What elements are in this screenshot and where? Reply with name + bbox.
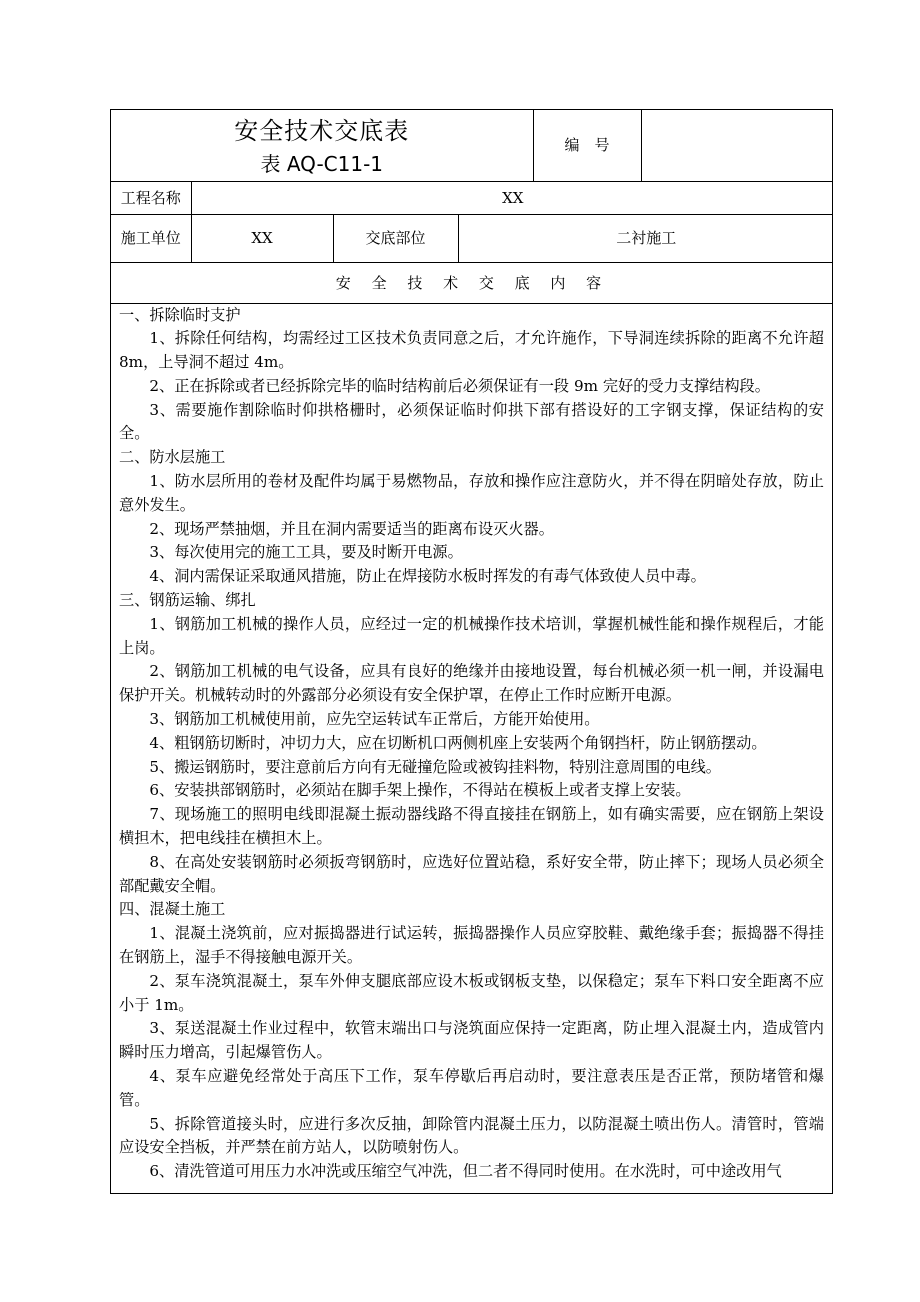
section-item: 4、洞内需保证采取通风措施，防止在焊接防水板时挥发的有毒气体致使人员中毒。: [149, 567, 706, 586]
section-item: 5、拆除管道接头时，应进行多次反抽，卸除管内混凝土压力，以防混凝土喷出伤人。清管时，管端应设安全挡板，并严禁在前方站人，以防喷射伤人。: [119, 1114, 824, 1157]
section-item: 8、在高处安装钢筋时必须扳弯钢筋时，应选好位置站稳，系好安全带，防止摔下；现场人员必须全部配戴安全帽。: [119, 852, 824, 895]
project-name-label: 工程名称: [111, 181, 191, 214]
section-item: 1、钢筋加工机械的操作人员，应经过一定的机械操作技术培训，掌握机械性能和操作规程后，才能上岗。: [119, 614, 824, 657]
content-heading: 安 全 技 术 交 底 内 容: [111, 262, 833, 303]
form-code: 表 AQ-C11-1: [260, 151, 384, 176]
section-title: 四、混凝土施工: [119, 900, 226, 919]
section-item: 2、泵车浇筑混凝土，泵车外伸支腿底部应设木板或钢板支垫，以保稳定；泵车下料口安全距离不应小于 1m。: [119, 971, 824, 1014]
section-item: 5、搬运钢筋时，要注意前后方向有无碰撞危险或被钩挂料物，特别注意周围的电线。: [149, 757, 721, 776]
section-item: 3、钢筋加工机械使用前，应先空运转试车正常后，方能开始使用。: [149, 710, 600, 729]
disclosure-form: [110, 109, 833, 1194]
section-item: 2、正在拆除或者已经拆除完毕的临时结构前后必须保证有一段 9m 完好的受力支撑结构段。: [149, 376, 770, 395]
construction-unit-value: XX: [191, 214, 333, 262]
title-cell: [111, 110, 533, 181]
serial-value: [641, 110, 833, 181]
section-item: 6、清洗管道可用压力水冲洗或压缩空气冲洗，但二者不得同时使用。在水洗时，可中途改用气: [149, 1162, 782, 1181]
serial-label: 编 号: [533, 110, 641, 181]
section-item: 4、粗钢筋切断时，冲切力大，应在切断机口两侧机座上安装两个角钢挡杆，防止钢筋摆动。: [149, 733, 767, 752]
disclosure-content: [111, 304, 832, 1184]
page-title: 安全技术交底表: [234, 116, 410, 145]
section-title: 三、钢筋运输、绑扎: [119, 591, 256, 610]
section-item: 1、拆除任何结构，均需经过工区技术负责同意之后，才允许施作，下导洞连续拆除的距离不允许超 8m，上导洞不超过 4m。: [119, 329, 824, 372]
construction-unit-label: 施工单位: [111, 214, 191, 262]
disclosure-part-value: 二衬施工: [458, 214, 833, 262]
section-item: 4、泵车应避免经常处于高压下工作，泵车停歇后再启动时，要注意表压是否正常，预防堵管和爆管。: [119, 1067, 824, 1109]
section-item: 3、每次使用完的施工工具，要及时断开电源。: [149, 543, 463, 562]
section-title: 一、拆除临时支护: [119, 305, 241, 324]
disclosure-part-label: 交底部位: [333, 214, 458, 262]
section-item: 2、现场严禁抽烟，并且在洞内需要适当的距离布设灭火器。: [149, 519, 554, 538]
section-item: 7、现场施工的照明电线即混凝土振动器线路不得直接挂在钢筋上，如有确实需要，应在钢筋上架设横担木，把电线挂在横担木上。: [119, 805, 824, 848]
section-title: 二、防水层施工: [119, 448, 226, 467]
section-item: 1、防水层所用的卷材及配件均属于易燃物品，存放和操作应注意防火，并不得在阴暗处存放，防止意外发生。: [119, 472, 824, 514]
section-item: 2、钢筋加工机械的电气设备，应具有良好的绝缘并由接地设置，每台机械必须一机一闸，并设漏电保护开关。机械转动时的外露部分必须设有安全保护罩，在停止工作时应断开电源。: [119, 662, 824, 705]
project-name-value: XX: [191, 181, 833, 214]
section-item: 1、混凝土浇筑前，应对振捣器进行试运转，振捣器操作人员应穿胶鞋、戴绝缘手套；振捣器不得挂在钢筋上，湿手不得接触电源开关。: [119, 924, 824, 967]
section-item: 6、安装拱部钢筋时，必须站在脚手架上操作，不得站在模板上或者支撑上安装。: [149, 781, 691, 800]
section-item: 3、泵送混凝土作业过程中，软管末端出口与浇筑面应保持一定距离，防止埋入混凝土内，造成管内瞬时压力增高，引起爆管伤人。: [119, 1019, 824, 1062]
section-item: 3、需要施作割除临时仰拱格栅时，必须保证临时仰拱下部有搭设好的工字钢支撑，保证结构的安全。: [119, 400, 824, 443]
header-table: [111, 110, 833, 304]
